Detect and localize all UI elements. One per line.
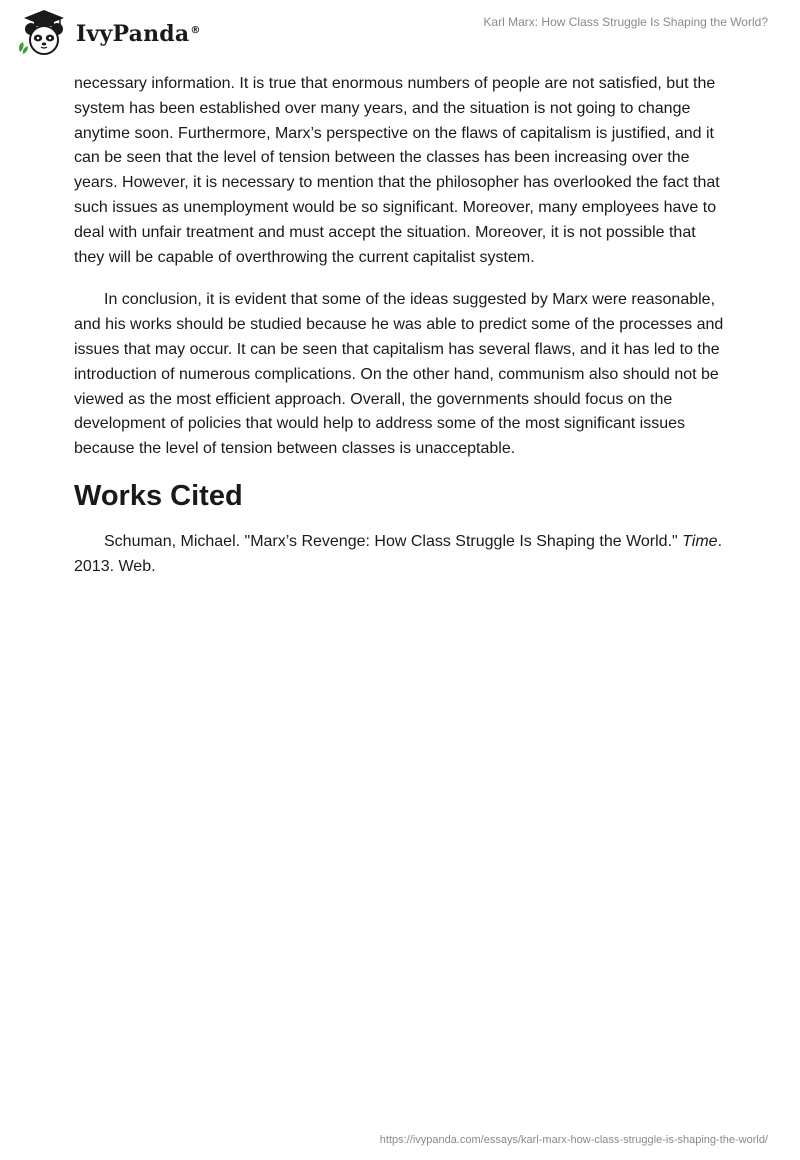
- citation-details: . 2013. Web.: [74, 532, 723, 575]
- citation-text: Schuman, Michael. "Marx’s Revenge: How Class Struggle Is Shaping the World.": [104, 532, 683, 550]
- body-paragraph: necessary information. It is true that enormous numbers of people are not satisfied, but the system has been established over many years, and the situation is not going to change anytime soon. Furthermore, Marx’s perspective on the flaws of capitalism is justified, and it can be seen that the level of tension between the classes has been increasing over the years. However, it is necessary to mention that the philosopher has overlooked the fact that such issues as unemployment would be so significant. Moreover, many employees have to deal with unfair treatment and must accept the situation. Moreover, it is not possible that they will be capable of overthrowing the current capitalist system.: [74, 75, 720, 266]
- page-header: [0, 0, 800, 64]
- document-title: Karl Marx: How Class Struggle Is Shaping the World?: [483, 15, 768, 29]
- citation-entry: [74, 530, 726, 580]
- essay-content: [74, 72, 726, 580]
- logo-wordmark: [76, 21, 201, 47]
- citation-source: Time: [682, 532, 718, 550]
- panda-graduate-icon: [14, 8, 74, 58]
- conclusion-paragraph: In conclusion, it is evident that some of the ideas suggested by Marx were reasonable, and his works should be studied because he was able to predict some of the processes and issues that may occur. It can be seen that capitalism has several flaws, and it has led to the introduction of numerous complications. On the other hand, communism also should not be viewed as the most efficient approach. Overall, the governments should focus on the development of policies that would help to address some of the most significant issues because the level of tension between classes is unacceptable.: [74, 291, 724, 458]
- ivypanda-logo[interactable]: [14, 8, 201, 58]
- source-url-link[interactable]: https://ivypanda.com/essays/karl-marx-how-class-struggle-is-shaping-the-world/: [379, 1134, 768, 1146]
- works-cited-heading: Works Cited: [74, 479, 243, 512]
- logo-brand-name: IvyPanda: [76, 21, 190, 47]
- registered-mark: ®: [190, 24, 201, 36]
